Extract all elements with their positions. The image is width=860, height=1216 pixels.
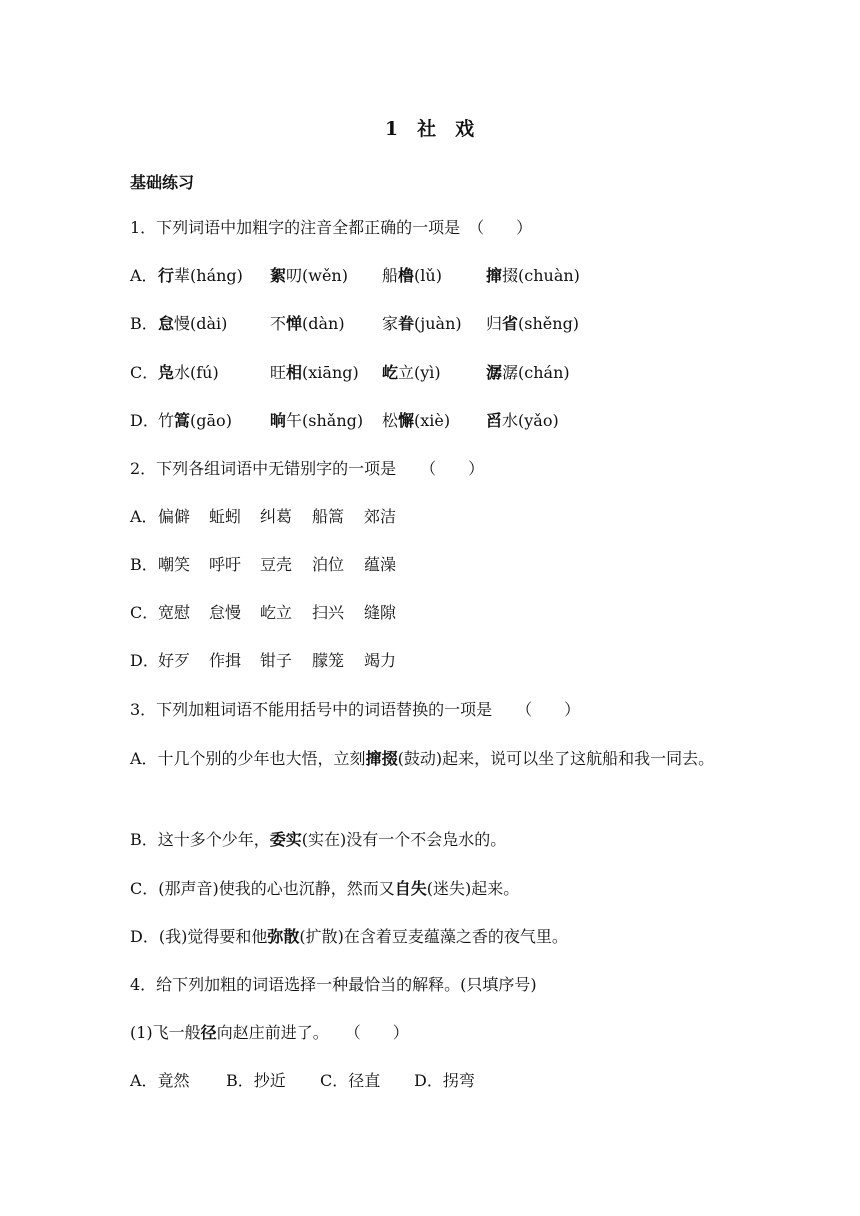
q2-option-d xyxy=(130,649,530,673)
section-heading: 基础练习 xyxy=(130,173,195,192)
word: 豆壳 xyxy=(260,555,293,574)
q2-option-b xyxy=(130,553,530,577)
option-label: A． xyxy=(130,507,158,526)
option-d: D．拐弯 xyxy=(414,1071,475,1090)
q1-option-c xyxy=(130,361,750,385)
q3-option-a: A．十几个别的少年也大悟，立刻撺掇(鼓动)起来，说可以坐了这航船和我一同去。 xyxy=(130,749,715,768)
word: 怠慢 xyxy=(209,603,242,622)
q1-b-item-4: 归省(shěng) xyxy=(486,314,580,333)
q3-option-b: B．这十多个少年，委实(实在)没有一个不会凫水的。 xyxy=(130,830,507,849)
word: 朦笼 xyxy=(312,651,345,670)
word: 扫兴 xyxy=(312,603,345,622)
title-char-2: 戏 xyxy=(455,118,476,140)
q1-c-item-2: 旺相(xiāng) xyxy=(270,363,359,382)
q1-b-item-3: 家眷(juàn) xyxy=(382,314,462,333)
option-label: D． xyxy=(130,651,159,670)
word: 好歹 xyxy=(158,651,191,670)
q1-a-item-2: 絮叨(wěn) xyxy=(270,266,348,285)
option-label: B． xyxy=(130,314,158,333)
word: 蕴澡 xyxy=(364,555,397,574)
q3-option-c: C．(那声音)使我的心也沉静，然而又自失(迷失)起来。 xyxy=(130,879,520,898)
q1-d-item-4: 舀水(yǎo) xyxy=(486,411,559,430)
option-label: B． xyxy=(130,555,158,574)
q4-options xyxy=(130,1069,530,1093)
question-3-stem: 3．下列加粗词语不能用括号中的词语替换的一项是 （ ） xyxy=(130,700,581,719)
option-label: C． xyxy=(130,363,159,382)
q2-option-a xyxy=(130,505,530,529)
option-c: C．径直 xyxy=(320,1071,381,1090)
word: 屹立 xyxy=(260,603,293,622)
word: 纠葛 xyxy=(260,507,293,526)
q1-b-item-1: 怠慢(dài) xyxy=(158,314,228,333)
q1-c-item-1: 凫水(fú) xyxy=(158,363,219,382)
word: 泊位 xyxy=(312,555,345,574)
question-4-stem: 4．给下列加粗的词语选择一种最恰当的解释。(只填序号) xyxy=(130,975,537,994)
q1-option-a xyxy=(130,264,750,288)
word: 钳子 xyxy=(260,651,293,670)
word: 呼吁 xyxy=(209,555,242,574)
word: 船篙 xyxy=(312,507,345,526)
question-2-stem: 2．下列各组词语中无错别字的一项是 （ ） xyxy=(130,459,485,478)
q1-a-item-1: 行辈(háng) xyxy=(158,266,243,285)
option-b: B．抄近 xyxy=(226,1071,286,1090)
word: 嘲笑 xyxy=(158,555,191,574)
q1-d-item-3: 松懈(xiè) xyxy=(382,411,451,430)
question-1-stem: 1．下列词语中加粗字的注音全都正确的一项是 （ ） xyxy=(130,218,533,237)
q3-option-d: D．(我)觉得要和他弥散(扩散)在含着豆麦蕴藻之香的夜气里。 xyxy=(130,927,568,946)
option-a: A．竟然 xyxy=(130,1071,190,1090)
page-title xyxy=(0,114,860,141)
q1-b-item-2: 不惮(dàn) xyxy=(270,314,345,333)
word: 蚯蚓 xyxy=(209,507,242,526)
word: 作揖 xyxy=(209,651,242,670)
option-label: A． xyxy=(130,266,158,285)
option-label: D． xyxy=(130,411,159,430)
q1-c-item-3: 屹立(yì) xyxy=(382,363,441,382)
option-label: C． xyxy=(130,603,159,622)
q2-option-c xyxy=(130,601,530,625)
title-number: 1 xyxy=(384,118,400,140)
title-char-1: 社 xyxy=(417,118,438,140)
word: 偏僻 xyxy=(158,507,191,526)
q1-a-item-4: 撺掇(chuàn) xyxy=(486,266,580,285)
q1-d-item-2: 晌午(shǎng) xyxy=(270,411,364,430)
q1-a-item-3: 船橹(lǔ) xyxy=(382,266,442,285)
q1-option-b xyxy=(130,312,750,336)
word: 郊洁 xyxy=(364,507,397,526)
q1-option-d xyxy=(130,409,750,433)
word: 缝隙 xyxy=(364,603,397,622)
word: 竭力 xyxy=(364,651,397,670)
q4-sub-question-1: (1)飞一般径向赵庄前进了。 （ ） xyxy=(130,1023,409,1042)
q1-d-item-1: 竹篙(gāo) xyxy=(158,411,232,430)
word: 宽慰 xyxy=(158,603,191,622)
q1-c-item-4: 潺潺(chán) xyxy=(486,363,570,382)
